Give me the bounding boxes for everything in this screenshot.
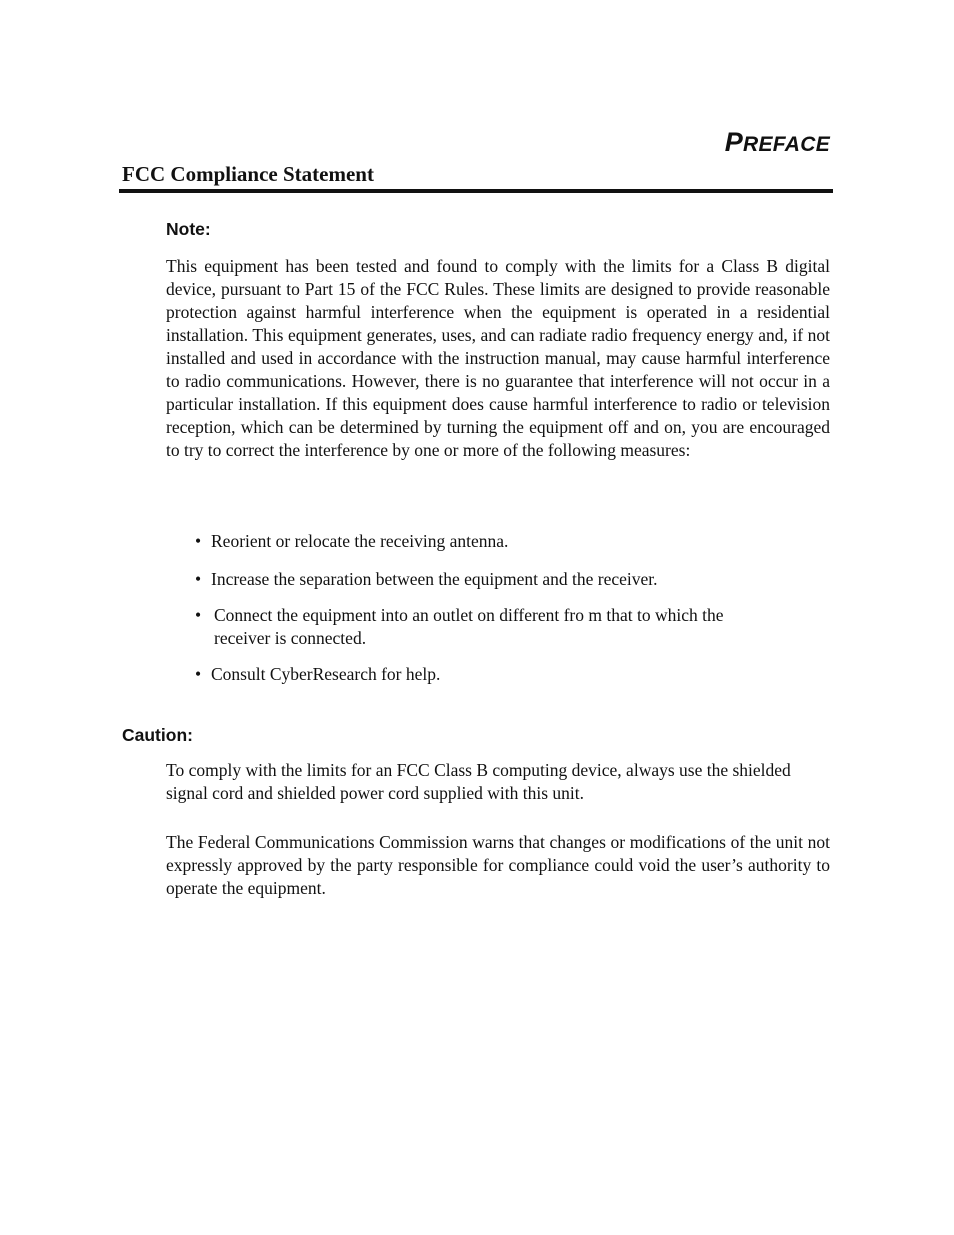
list-item	[195, 604, 784, 650]
chapter-title-rest: REFACE	[743, 133, 830, 156]
chapter-title	[725, 127, 830, 158]
list-item-text: Connect the equipment into an outlet on different fro m that to which the receiver is connected.	[214, 605, 724, 648]
caution-label: Caution:	[122, 725, 193, 745]
list-item-text: Consult CyberResearch for help.	[211, 664, 441, 684]
section-divider	[119, 189, 833, 193]
list-item	[195, 663, 795, 686]
section-title: FCC Compliance Statement	[122, 162, 374, 186]
bullet-icon: •	[195, 664, 202, 684]
fcc-warning-paragraph: The Federal Communications Commission warns that changes or modifications of the unit not expressly approved by the party responsible for compliance could void the user’s authority to operate the equipment.	[166, 832, 830, 898]
list-item	[195, 530, 795, 553]
note-label: Note:	[166, 219, 211, 239]
list-item-text: Reorient or relocate the receiving antenna.	[211, 531, 509, 551]
note-paragraph: This equipment has been tested and found to comply with the limits for a Class B digital device, pursuant to Part 15 of the FCC Rules. These limits are designed to provide reasonable protection against harmful interference when the equipment is operated in a residential installation. This equipment generates, uses, and can radiate radio frequency energy and, if not installed and used in accordance with the instruction manual, may cause harmful interference to radio communications. However, there is no guarantee that interference will not occur in a particular installation. If this equipment does cause harmful interference to radio or television reception, which can be determined by turning the equipment off and on, you are encouraged to try to correct the interference by one or more of the following measures:	[166, 256, 830, 460]
chapter-title-initial: P	[724, 127, 744, 157]
caution-paragraph: To comply with the limits for an FCC Class B computing device, always use the shielded signal cord and shielded power cord supplied with this unit.	[166, 760, 791, 803]
bullet-icon: •	[195, 605, 202, 625]
bullet-icon: •	[195, 531, 202, 551]
list-item-text: Increase the separation between the equipment and the receiver.	[211, 569, 658, 589]
measures-list	[195, 530, 795, 686]
list-item	[195, 568, 795, 591]
bullet-icon: •	[195, 569, 202, 589]
